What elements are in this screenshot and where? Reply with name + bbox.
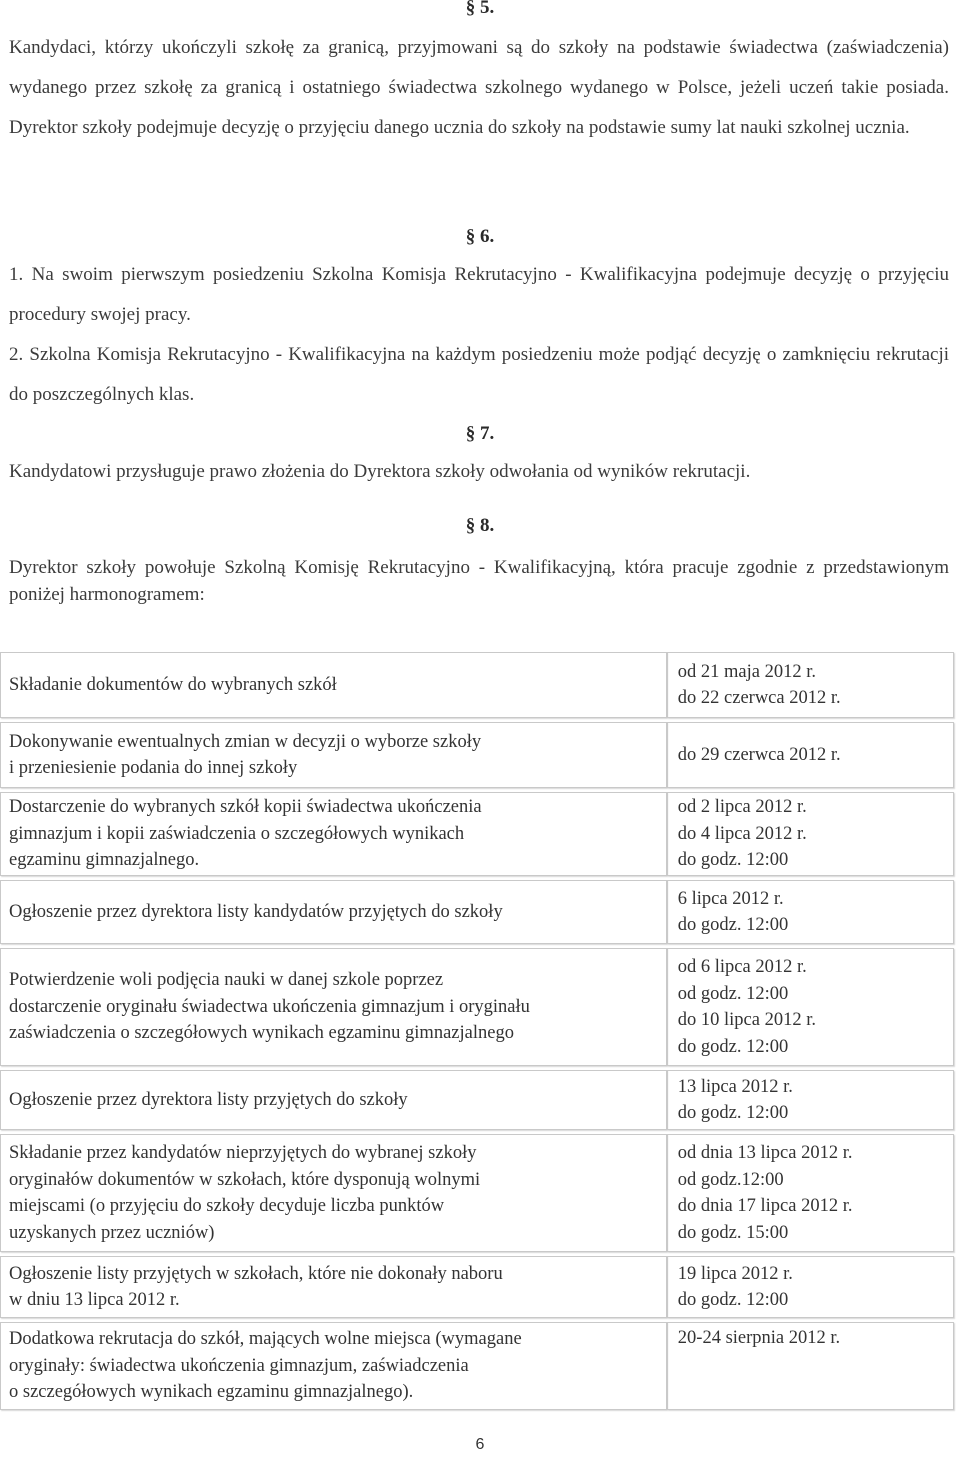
schedule-row	[0, 880, 954, 944]
schedule-task	[0, 652, 667, 718]
task-line: Ogłoszenie listy przyjętych w szkołach, które nie dokonały naboru	[9, 1263, 503, 1284]
task-line: zaświadczenia o szczegółowych wynikach egzaminu gimnazjalnego	[9, 1023, 514, 1044]
schedule-date	[667, 652, 954, 718]
schedule-row	[0, 1322, 954, 1410]
section-5-heading: § 5.	[465, 0, 495, 18]
date-line: od godz. 12:00	[677, 983, 789, 1004]
schedule-row	[0, 1134, 954, 1252]
section-6-paragraph-2: 2. Szkolna Komisja Rekrutacyjno - Kwalifikacyjna na każdym posiedzeniu może podjąć decyzję o zamknięciu rekrutacji do poszczególnych klas.	[9, 344, 949, 405]
schedule-task	[0, 1070, 667, 1130]
schedule-task	[0, 792, 667, 876]
date-line: od dnia 13 lipca 2012 r.	[677, 1143, 853, 1163]
schedule-date	[667, 1134, 954, 1252]
date-line: do 22 czerwca 2012 r.	[677, 688, 841, 708]
schedule-date	[667, 1256, 954, 1318]
schedule-date	[667, 792, 954, 876]
section-8-heading: § 8.	[465, 515, 495, 536]
date-line: do godz. 12:00	[677, 850, 789, 871]
task-line: Składanie przez kandydatów nieprzyjętych do wybranej szkoły	[9, 1143, 477, 1163]
schedule-task	[0, 1256, 667, 1318]
page-number: 6	[475, 1436, 485, 1453]
date-line: do godz. 12:00	[677, 915, 789, 935]
task-line: oryginałów dokumentów w szkołach, które dysponują wolnymi	[9, 1169, 481, 1190]
schedule-task	[0, 1134, 667, 1252]
task-line: miejscami (o przyjęciu do szkoły decyduje liczba punktów	[9, 1196, 445, 1216]
schedule-row	[0, 722, 954, 788]
task-line: i przeniesienie podania do innej szkoły	[9, 758, 298, 778]
date-line: do godz. 12:00	[677, 1103, 789, 1123]
schedule-body	[0, 652, 954, 1410]
task-line: Ogłoszenie przez dyrektora listy kandydatów przyjętych do szkoły	[9, 901, 503, 922]
schedule-date	[667, 880, 954, 944]
schedule-date	[667, 1322, 954, 1410]
task-line: uzyskanych przez uczniów)	[9, 1222, 215, 1243]
date-line: 6 lipca 2012 r.	[677, 888, 784, 909]
schedule-row	[0, 652, 954, 718]
schedule-date	[667, 948, 954, 1066]
schedule-task	[0, 1322, 667, 1410]
schedule-task	[0, 880, 667, 944]
schedule-row	[0, 1256, 954, 1318]
section-8-text: Dyrektor szkoły powołuje Szkolną Komisję Rekrutacyjno - Kwalifikacyjną, która pracuje zgodnie z przedstawionym poniżej harmonogramem:	[9, 557, 949, 605]
schedule-date	[667, 1070, 954, 1130]
date-line: od 21 maja 2012 r.	[677, 661, 816, 682]
task-line: w dniu 13 lipca 2012 r.	[9, 1290, 180, 1310]
schedule-row	[0, 792, 954, 876]
section-6-paragraph-1: 1. Na swoim pierwszym posiedzeniu Szkolna Komisja Rekrutacyjno - Kwalifikacyjna podejmuje decyzję o przyjęciu procedury swojej pracy.	[9, 264, 949, 325]
date-line: od 6 lipca 2012 r.	[677, 957, 807, 977]
task-line: Ogłoszenie przez dyrektora listy przyjętych do szkoły	[9, 1089, 408, 1110]
schedule-row	[0, 1070, 954, 1130]
task-line: o szczegółowych wynikach egzaminu gimnazjalnego).	[9, 1382, 414, 1403]
task-line: Dodatkowa rekrutacja do szkół, mających wolne miejsca (wymagane	[9, 1329, 522, 1350]
date-line: 13 lipca 2012 r.	[677, 1076, 793, 1097]
section-5-text: Kandydaci, którzy ukończyli szkołę za granicą, przyjmowani są do szkoły na podstawie świadectwa (zaświadczenia) wydanego przez szkołę za granicą i ostatniego świadectwa szkolnego wydanego w Polsce, jeżeli uczeń takie posiada. Dyrektor szkoły podejmuje decyzję o przyjęciu danego ucznia do szkoły na podstawie sumy lat nauki szkolnej ucznia.	[9, 37, 949, 138]
schedule-row	[0, 948, 954, 1066]
task-line: dostarczenie oryginału świadectwa ukończenia gimnazjum i oryginału	[9, 996, 530, 1017]
date-line: do godz. 12:00	[677, 1290, 789, 1310]
date-line: do godz. 15:00	[677, 1222, 789, 1243]
date-line: 20-24 sierpnia 2012 r.	[677, 1328, 841, 1348]
task-line: Dostarczenie do wybranych szkół kopii świadectwa ukończenia	[9, 797, 482, 818]
schedule-date	[667, 722, 954, 788]
task-line: oryginały: świadectwa ukończenia gimnazjum, zaświadczenia	[9, 1355, 469, 1376]
date-line: od 2 lipca 2012 r.	[677, 797, 807, 818]
schedule-task	[0, 722, 667, 788]
section-6-heading: § 6.	[465, 226, 495, 247]
date-line: do 10 lipca 2012 r.	[677, 1010, 816, 1030]
date-line: do godz. 12:00	[677, 1036, 789, 1057]
date-line: do 4 lipca 2012 r.	[677, 823, 807, 844]
date-line: do 29 czerwca 2012 r.	[677, 744, 841, 765]
task-line: Potwierdzenie woli podjęcia nauki w danej szkole poprzez	[9, 970, 444, 991]
schedule-table	[0, 648, 954, 1414]
date-line: od godz.12:00	[677, 1169, 784, 1190]
task-line: gimnazjum i kopii zaświadczenia o szczegółowych wynikach	[9, 823, 465, 844]
task-line: Dokonywanie ewentualnych zmian w decyzji o wyborze szkoły	[9, 731, 482, 752]
date-line: do dnia 17 lipca 2012 r.	[677, 1196, 853, 1216]
task-line: egzaminu gimnazjalnego.	[9, 850, 200, 871]
schedule-task	[0, 948, 667, 1066]
task-line: Składanie dokumentów do wybranych szkół	[9, 674, 337, 695]
section-7-heading: § 7.	[465, 423, 495, 444]
section-7-text: Kandydatowi przysługuje prawo złożenia do Dyrektora szkoły odwołania od wyników rekrutacji.	[9, 461, 751, 482]
date-line: 19 lipca 2012 r.	[677, 1263, 793, 1284]
